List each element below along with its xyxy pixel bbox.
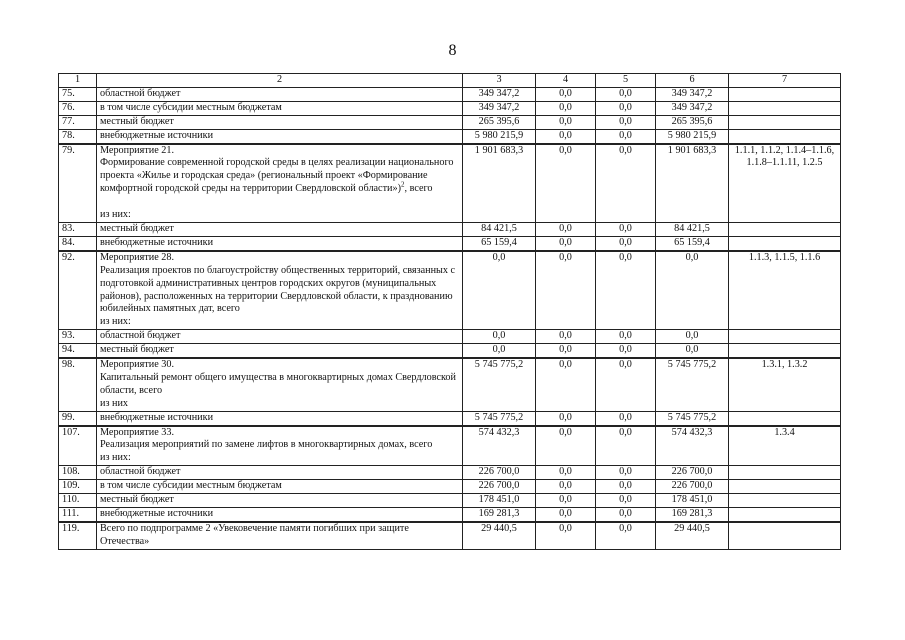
cell-c4: 0,0 bbox=[536, 115, 596, 129]
cell-name bbox=[97, 426, 463, 466]
cell-n: 94. bbox=[59, 344, 97, 358]
cell-c6: 5 745 775,2 bbox=[656, 358, 729, 411]
table-row bbox=[59, 144, 841, 223]
name-line: Формирование современной городской среды в целях реализации национального проекта «Жилье и городская среда» (региональный проект «Формирование комфортной городской среды на территории Свердловской области») bbox=[100, 157, 454, 195]
cell-c3: 0,0 bbox=[463, 251, 536, 330]
table-row bbox=[59, 129, 841, 143]
cell-c3: 65 159,4 bbox=[463, 236, 536, 250]
name-line: Реализация проектов по благоустройству общественных территорий, связанных с подготовкой административных центров городских округов (муниципальных районов), расположенных на территории Свердловской области, к празднованию юбилейных памятных дат, всего bbox=[100, 264, 456, 315]
cell-c5: 0,0 bbox=[596, 330, 656, 344]
cell-c7 bbox=[729, 222, 841, 236]
cell-c5: 0,0 bbox=[596, 251, 656, 330]
cell-c7: 1.3.4 bbox=[729, 426, 841, 466]
cell-name: местный бюджет bbox=[97, 222, 463, 236]
cell-n: 92. bbox=[59, 251, 97, 330]
cell-n: 109. bbox=[59, 480, 97, 494]
cell-n: 83. bbox=[59, 222, 97, 236]
cell-c7 bbox=[729, 411, 841, 425]
cell-c6: 178 451,0 bbox=[656, 494, 729, 508]
cell-name: областной бюджет bbox=[97, 466, 463, 480]
cell-name bbox=[97, 358, 463, 411]
cell-n: 98. bbox=[59, 358, 97, 411]
cell-c5: 0,0 bbox=[596, 115, 656, 129]
table-row bbox=[59, 522, 841, 549]
cell-c7 bbox=[729, 87, 841, 101]
cell-c4: 0,0 bbox=[536, 236, 596, 250]
cell-c7 bbox=[729, 522, 841, 549]
table-row bbox=[59, 251, 841, 330]
header-cell: 2 bbox=[97, 74, 463, 88]
name-line: Реализация мероприятий по замене лифтов в многоквартирных домах, всего bbox=[100, 439, 433, 451]
cell-c4: 0,0 bbox=[536, 522, 596, 549]
cell-c7 bbox=[729, 330, 841, 344]
cell-c7 bbox=[729, 101, 841, 115]
cell-c4: 0,0 bbox=[536, 129, 596, 143]
cell-c3: 29 440,5 bbox=[463, 522, 536, 549]
cell-c4: 0,0 bbox=[536, 222, 596, 236]
table-row bbox=[59, 344, 841, 358]
cell-c7 bbox=[729, 466, 841, 480]
cell-c5: 0,0 bbox=[596, 101, 656, 115]
cell-c7 bbox=[729, 508, 841, 522]
header-cell: 7 bbox=[729, 74, 841, 88]
cell-n: 93. bbox=[59, 330, 97, 344]
table-row bbox=[59, 426, 841, 466]
cell-n: 107. bbox=[59, 426, 97, 466]
cell-n: 79. bbox=[59, 144, 97, 223]
cell-c5: 0,0 bbox=[596, 480, 656, 494]
cell-c5: 0,0 bbox=[596, 129, 656, 143]
page-number: 8 bbox=[448, 42, 457, 59]
cell-name: Всего по подпрограмме 2 «Увековечение памяти погибших при защите Отечества» bbox=[97, 522, 463, 549]
table-row bbox=[59, 330, 841, 344]
cell-n: 75. bbox=[59, 87, 97, 101]
cell-c3: 349 347,2 bbox=[463, 87, 536, 101]
cell-c5: 0,0 bbox=[596, 508, 656, 522]
cell-c7 bbox=[729, 115, 841, 129]
cell-n: 99. bbox=[59, 411, 97, 425]
cell-c4: 0,0 bbox=[536, 480, 596, 494]
cell-c4: 0,0 bbox=[536, 251, 596, 330]
cell-c7: 1.1.1, 1.1.2, 1.1.4–1.1.6, 1.1.8–1.1.11, 1.2.5 bbox=[729, 144, 841, 223]
cell-c3: 5 980 215,9 bbox=[463, 129, 536, 143]
cell-c4: 0,0 bbox=[536, 87, 596, 101]
name-line: , всего bbox=[404, 183, 433, 195]
header-cell: 6 bbox=[656, 74, 729, 88]
cell-c4: 0,0 bbox=[536, 144, 596, 223]
table-row bbox=[59, 508, 841, 522]
header-cell: 5 bbox=[596, 74, 656, 88]
cell-name: внебюджетные источники bbox=[97, 508, 463, 522]
cell-c6: 0,0 bbox=[656, 251, 729, 330]
cell-c6: 65 159,4 bbox=[656, 236, 729, 250]
table-row bbox=[59, 101, 841, 115]
cell-c3: 265 395,6 bbox=[463, 115, 536, 129]
cell-c3: 226 700,0 bbox=[463, 466, 536, 480]
cell-n: 78. bbox=[59, 129, 97, 143]
cell-name: внебюджетные источники bbox=[97, 236, 463, 250]
name-line: из них: bbox=[100, 316, 131, 328]
cell-c4: 0,0 bbox=[536, 494, 596, 508]
cell-c3: 178 451,0 bbox=[463, 494, 536, 508]
cell-n: 119. bbox=[59, 522, 97, 549]
cell-c6: 574 432,3 bbox=[656, 426, 729, 466]
cell-name bbox=[97, 144, 463, 223]
cell-name: местный бюджет bbox=[97, 494, 463, 508]
name-line: Мероприятие 21. bbox=[100, 144, 175, 156]
cell-c4: 0,0 bbox=[536, 411, 596, 425]
cell-c5: 0,0 bbox=[596, 358, 656, 411]
cell-c5: 0,0 bbox=[596, 411, 656, 425]
cell-c7 bbox=[729, 344, 841, 358]
cell-c3: 5 745 775,2 bbox=[463, 411, 536, 425]
cell-c6: 226 700,0 bbox=[656, 466, 729, 480]
cell-c6: 1 901 683,3 bbox=[656, 144, 729, 223]
cell-c5: 0,0 bbox=[596, 222, 656, 236]
cell-c4: 0,0 bbox=[536, 330, 596, 344]
cell-c5: 0,0 bbox=[596, 522, 656, 549]
table-row bbox=[59, 115, 841, 129]
cell-c5: 0,0 bbox=[596, 466, 656, 480]
cell-name: внебюджетные источники bbox=[97, 129, 463, 143]
cell-c4: 0,0 bbox=[536, 101, 596, 115]
cell-c6: 84 421,5 bbox=[656, 222, 729, 236]
cell-n: 76. bbox=[59, 101, 97, 115]
cell-c6: 349 347,2 bbox=[656, 101, 729, 115]
cell-c6: 5 745 775,2 bbox=[656, 411, 729, 425]
cell-c7: 1.3.1, 1.3.2 bbox=[729, 358, 841, 411]
table-body bbox=[59, 74, 841, 550]
cell-c6: 0,0 bbox=[656, 344, 729, 358]
cell-c3: 349 347,2 bbox=[463, 101, 536, 115]
table-row bbox=[59, 87, 841, 101]
budget-table bbox=[58, 73, 841, 550]
name-line: Капитальный ремонт общего имущества в многоквартирных домах Свердловской области, всего bbox=[100, 371, 456, 396]
cell-n: 77. bbox=[59, 115, 97, 129]
table-row bbox=[59, 236, 841, 250]
cell-n: 111. bbox=[59, 508, 97, 522]
cell-c3: 5 745 775,2 bbox=[463, 358, 536, 411]
cell-c5: 0,0 bbox=[596, 236, 656, 250]
cell-c3: 1 901 683,3 bbox=[463, 144, 536, 223]
name-line: Мероприятие 30. bbox=[100, 359, 175, 371]
name-line: из них bbox=[100, 397, 129, 409]
name-line: из них: bbox=[100, 452, 131, 464]
table-row bbox=[59, 480, 841, 494]
cell-name: местный бюджет bbox=[97, 115, 463, 129]
cell-c7 bbox=[729, 480, 841, 494]
cell-name: областной бюджет bbox=[97, 87, 463, 101]
header-cell: 4 bbox=[536, 74, 596, 88]
table-row bbox=[59, 358, 841, 411]
header-cell: 1 bbox=[59, 74, 97, 88]
header-cell: 3 bbox=[463, 74, 536, 88]
table-row bbox=[59, 466, 841, 480]
cell-c6: 349 347,2 bbox=[656, 87, 729, 101]
table-row bbox=[59, 222, 841, 236]
cell-c3: 169 281,3 bbox=[463, 508, 536, 522]
cell-name: внебюджетные источники bbox=[97, 411, 463, 425]
table-row bbox=[59, 494, 841, 508]
cell-c5: 0,0 bbox=[596, 426, 656, 466]
cell-c6: 169 281,3 bbox=[656, 508, 729, 522]
cell-name: в том числе субсидии местным бюджетам bbox=[97, 480, 463, 494]
cell-c4: 0,0 bbox=[536, 508, 596, 522]
cell-c3: 574 432,3 bbox=[463, 426, 536, 466]
cell-c3: 84 421,5 bbox=[463, 222, 536, 236]
footnote-mark: 2 bbox=[400, 180, 405, 189]
cell-c4: 0,0 bbox=[536, 466, 596, 480]
cell-n: 84. bbox=[59, 236, 97, 250]
name-line: из них: bbox=[100, 209, 131, 221]
cell-c6: 5 980 215,9 bbox=[656, 129, 729, 143]
cell-c4: 0,0 bbox=[536, 344, 596, 358]
cell-c3: 0,0 bbox=[463, 344, 536, 358]
cell-name: местный бюджет bbox=[97, 344, 463, 358]
cell-c5: 0,0 bbox=[596, 344, 656, 358]
cell-c5: 0,0 bbox=[596, 87, 656, 101]
cell-name: в том числе субсидии местным бюджетам bbox=[97, 101, 463, 115]
cell-c6: 0,0 bbox=[656, 330, 729, 344]
cell-name: областной бюджет bbox=[97, 330, 463, 344]
cell-c7: 1.1.3, 1.1.5, 1.1.6 bbox=[729, 251, 841, 330]
cell-c7 bbox=[729, 236, 841, 250]
cell-c7 bbox=[729, 129, 841, 143]
cell-c5: 0,0 bbox=[596, 144, 656, 223]
cell-c7 bbox=[729, 494, 841, 508]
cell-c6: 29 440,5 bbox=[656, 522, 729, 549]
cell-n: 110. bbox=[59, 494, 97, 508]
cell-c3: 0,0 bbox=[463, 330, 536, 344]
header-row bbox=[59, 74, 841, 88]
cell-c3: 226 700,0 bbox=[463, 480, 536, 494]
name-line: Мероприятие 33. bbox=[100, 426, 175, 438]
name-line: Мероприятие 28. bbox=[100, 251, 175, 263]
cell-c4: 0,0 bbox=[536, 358, 596, 411]
cell-c6: 226 700,0 bbox=[656, 480, 729, 494]
cell-c5: 0,0 bbox=[596, 494, 656, 508]
cell-name bbox=[97, 251, 463, 330]
cell-c4: 0,0 bbox=[536, 426, 596, 466]
cell-c6: 265 395,6 bbox=[656, 115, 729, 129]
table-row bbox=[59, 411, 841, 425]
cell-n: 108. bbox=[59, 466, 97, 480]
